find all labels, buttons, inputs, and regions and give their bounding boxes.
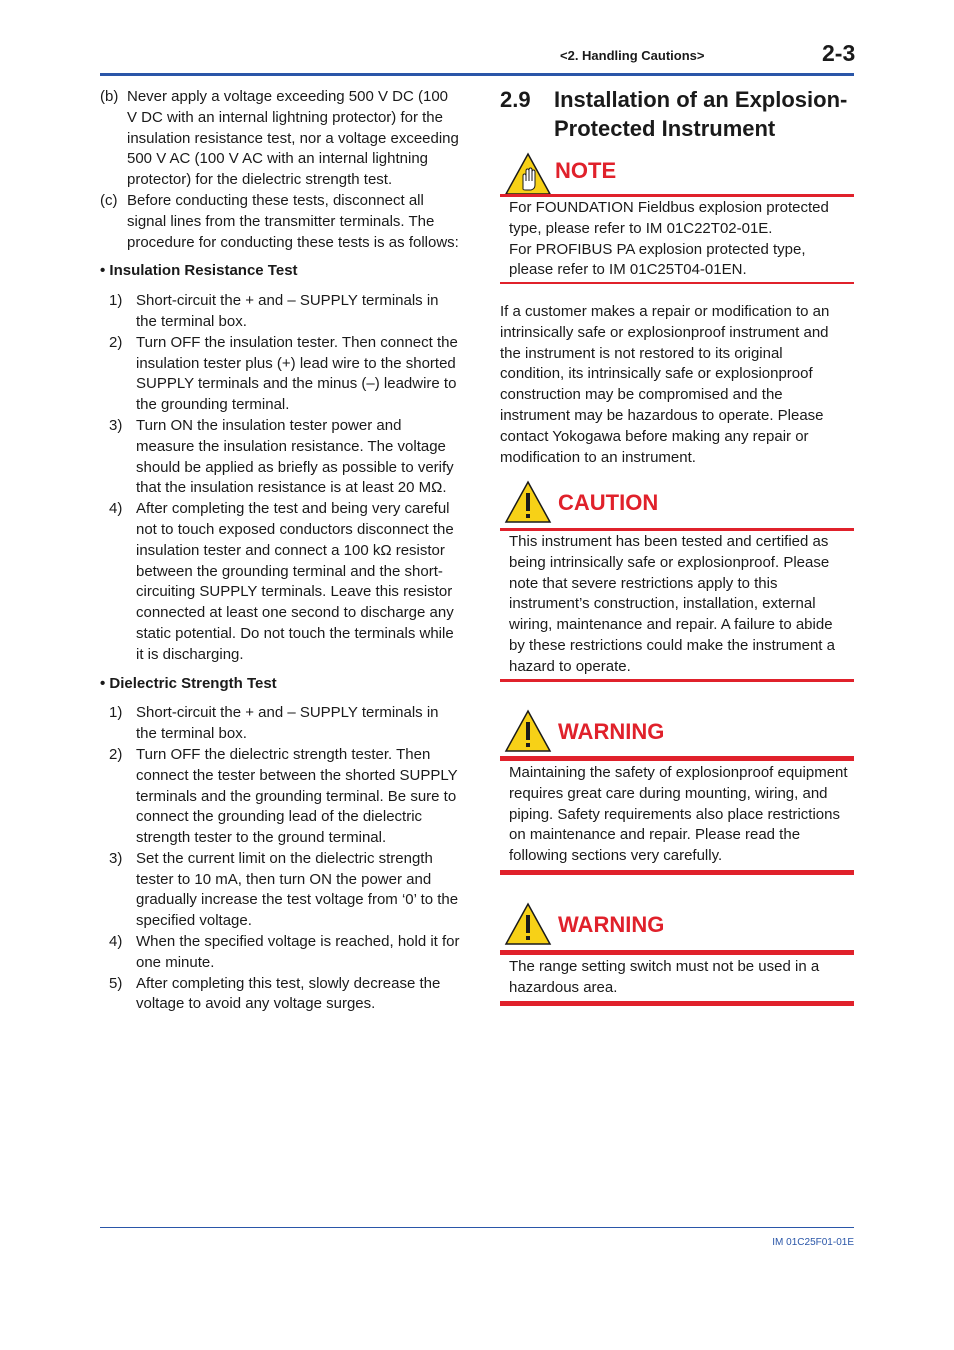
note-top-rule [500,194,854,197]
caution-label: CAUTION [558,490,659,515]
caution-text: This instrument has been tested and certified as being intrinsically safe or explosionproof. Please note that severe restrictions apply to this instrument’s construction, installation, external wiring, maintenance and repair. A failure to abide by these restrictions could make the instrument a hazard to operate. [509,533,835,675]
section-number: 2.9 [500,87,531,112]
insulation-test-heading: • Insulation Resistance Test [100,262,298,280]
warning-text: Maintaining the safety of explosionproof equipment requires great care during mounting, wiring, and piping. Safety requirements also place restrictions on maintenance and repair. Please read the following sections very carefully. [509,764,848,865]
warning-label: WARNING [558,719,665,744]
warning-top-rule [500,756,854,761]
warning-bottom-rule [500,870,854,875]
step-text: Short-circuit the + and – SUPPLY terminals in the terminal box. [136,704,439,743]
exclamation-warning-icon [504,902,552,946]
running-header: <2. Handling Cautions> [560,48,705,63]
step-text: Turn OFF the insulation tester. Then connect the insulation tester plus (+) lead wire to the shorted SUPPLY terminals and the minus (–) leadwire to the grounding terminal. [136,333,458,414]
step-number: 4) [109,933,123,951]
warning-label: WARNING [558,912,665,937]
page-number: 2-3 [822,40,856,66]
warning-header [500,709,854,755]
list-marker: (c) [100,191,118,209]
dielectric-step [109,974,460,1016]
insulation-step [109,333,460,416]
note-label: NOTE [555,158,617,183]
dielectric-step [109,703,460,745]
list-item-text: Before conducting these tests, disconnect all signal lines from the transmitter terminals. The procedure for conducting these tests is as follows: [127,191,459,251]
exclamation-warning-icon [504,709,552,753]
step-number: 1) [109,704,123,722]
note-bottom-rule [500,282,854,284]
step-text: Turn ON the insulation tester power and measure the insulation resistance. The voltage should be applied as briefly as possible to verify that the insulation resistance is at least 20 MΩ. [136,416,454,497]
left-column [100,87,460,1015]
caution-top-rule [500,528,854,531]
step-number: 3) [109,416,123,434]
caution-header [500,480,854,526]
footer-divider [100,1227,854,1228]
warning-header [500,902,854,948]
note-body [509,198,849,281]
dielectric-step [109,932,460,974]
insulation-step [109,416,460,499]
step-text: Set the current limit on the dielectric strength tester to 10 mA, then turn ON the power and gradually increase the test voltage from ‘0’ to the specified voltage. [136,849,459,930]
hand-warning-icon [504,152,552,196]
step-number: 5) [109,974,123,992]
step-text: When the specified voltage is reached, hold it for one minute. [136,933,460,971]
insulation-step [109,499,460,665]
step-number: 4) [109,500,123,518]
warning-top-rule [500,950,854,955]
step-text: Turn OFF the dielectric strength tester. Then connect the tester between the shorted SUPPLY terminals and the grounding terminal. Be sure to connect the grounding lead of the dielectric strength tester to the ground terminal. [136,745,458,847]
step-number: 1) [109,292,123,310]
note-line: For FOUNDATION Fieldbus explosion protected type, please refer to IM 01C22T02-01E. [509,199,829,237]
header-divider [100,73,854,76]
step-number: 2) [109,333,123,351]
step-text: Short-circuit the + and – SUPPLY terminals in the terminal box. [136,292,439,330]
body-paragraph: If a customer makes a repair or modification to an intrinsically safe or explosionproof instrument and the instrument is not restored to its original condition, its intrinsically safe or explosionproof construction may be compromised and the instrument may be hazardous to operate. Please contact Yokogawa before making any repair or modification to an instrument. [500,303,830,466]
section-heading [500,86,860,143]
warning-text: The range setting switch must not be used in a hazardous area. [509,958,820,996]
note-line: For PROFIBUS PA explosion protected type, please refer to IM 01C25T04-01EN. [509,240,806,279]
step-text: After completing the test and being very careful not to touch exposed conductors disconnect the insulation tester and connect a 100 kΩ resistor between the grounding terminal and the short-circuiting SUPPLY terminals. Leave this resistor connected at least one second to discharge any static potential. Do not touch the terminals while it is discharging. [136,500,454,663]
list-item-text: Never apply a voltage exceeding 500 V DC (100 V DC with an internal lightning protector) for the insulation resistance test, nor a voltage exceeding 500 V AC (100 V AC with an internal lightning protector) for the dielectric strength test. [127,88,459,189]
caution-bottom-rule [500,679,854,682]
step-number: 3) [109,849,123,867]
list-item-c [100,191,460,253]
insulation-step [109,291,460,333]
dielectric-step [109,849,460,932]
warning-bottom-rule [500,1001,854,1006]
document-id: IM 01C25F01-01E [772,1237,854,1248]
section-title: Installation of an Explosion-Protected Instrument [554,87,848,141]
note-header [500,152,854,198]
list-item-b [100,87,460,191]
list-marker: (b) [100,88,119,105]
exclamation-warning-icon [504,480,552,524]
dielectric-step [109,745,460,849]
dielectric-test-heading: • Dielectric Strength Test [100,674,277,692]
step-text: After completing this test, slowly decrease the voltage to avoid any voltage surges. [136,974,441,1013]
step-number: 2) [109,745,123,763]
